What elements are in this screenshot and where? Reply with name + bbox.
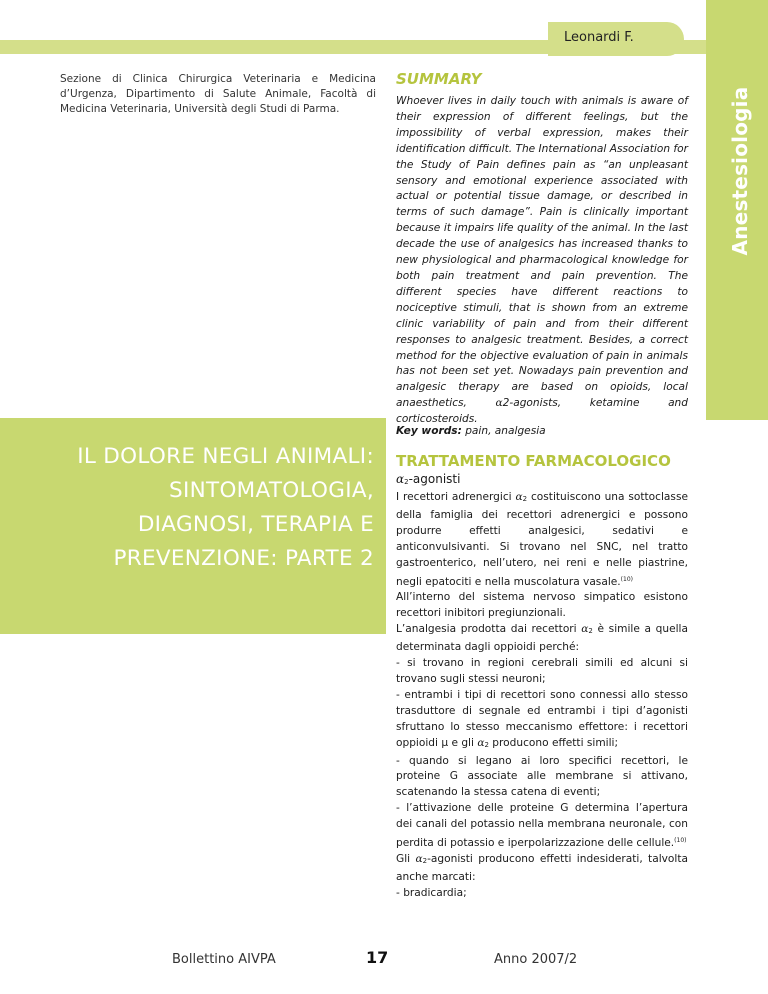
- keywords: Key words: pain, analgesia: [396, 425, 546, 437]
- section-heading: TRATTAMENTO FARMACOLOGICO: [396, 452, 671, 470]
- list-item: - entrambi i tipi di recettori sono connessi allo stesso trasduttore di segnale ed entrambi i tipi d’agonisti sfruttano lo stesso meccanismo effettore: i recettori oppioidi μ e gli $\alpha_2$ producono effetti simili;: [396, 688, 688, 749]
- section-label: [722, 86, 758, 256]
- list-item: - si trovano in regioni cerebrali simili ed alcuni si trovano sugli stessi neuroni;: [396, 657, 688, 685]
- title-block: [0, 418, 386, 634]
- title-line-1: IL DOLORE NEGLI ANIMALI:: [77, 444, 374, 469]
- paragraph: L’analgesia prodotta dai recettori $\alpha_2$ è simile a quella determinata dagli oppioidi perché:: [396, 623, 688, 654]
- subheading: $\alpha_2$-agonisti: [396, 472, 461, 486]
- list-item: - quando si legano ai loro specifici recettori, le proteine G associate alle membrane si attivano, scatenando la stessa catena di eventi;: [396, 754, 688, 799]
- list-item: - l’attivazione delle proteine G determina l’apertura dei canali del potassio nella membrana neuronale, con perdita di potassio e iperpolarizzazione delle cellule.$^{(10)}$: [396, 802, 688, 850]
- title-line-4: PREVENZIONE: PARTE 2: [113, 546, 374, 571]
- article-title: [77, 440, 374, 576]
- list-item: - bradicardia;: [396, 886, 467, 899]
- author-name: Leonardi F.: [564, 30, 634, 45]
- paragraph: I recettori adrenergici $\alpha_2$ costituiscono una sottoclasse della famiglia dei recettori adrenergici e possono produrre effetti analgesici, sedativi e anticonvulsivanti. Si trovano nel SNC, nel tratto gastroenterico, nell’utero, nei reni e nelle piastrine, negli epatociti e nella muscolatura vasale.$^{(10)}$: [396, 491, 688, 588]
- body-text: [396, 490, 688, 902]
- paragraph: Gli $\alpha_2$-agonisti producono effetti indesiderati, talvolta anche marcati:: [396, 852, 688, 883]
- paragraph: All’interno del sistema nervoso simpatico esistono recettori inibitori pregiunzionali.: [396, 591, 688, 620]
- footer-issue: Anno 2007/2: [494, 952, 578, 967]
- section-label-text: Anestesiologia: [728, 86, 752, 256]
- page-number: 17: [366, 948, 389, 967]
- title-line-3: DIAGNOSI, TERAPIA E: [137, 512, 374, 537]
- summary-heading: SUMMARY: [396, 70, 482, 88]
- footer-journal: Bollettino AIVPA: [172, 952, 276, 967]
- title-line-2: SINTOMATOLOGIA,: [169, 478, 374, 503]
- keywords-label: Key words:: [396, 425, 462, 437]
- affiliation: Sezione di Clinica Chirurgica Veterinaria e Medicina d’Urgenza, Dipartimento di Salute Animale, Facoltà di Medicina Veterinaria, Università degli Studi di Parma.: [60, 73, 376, 115]
- summary-text: Whoever lives in daily touch with animals is aware of their expression of different feelings, but the impossibility of verbal expression, makes their identification difficult. The International Association for the Study of Pain defines pain as “an unpleasant sensory and emotional experience associated with actual or potential tissue damage, or described in terms of such damage”. Pain is clinically important because it impairs life quality of the animal. In the last decade the use of analgesics has increased thanks to new physiological and pharmacological knowledge for both pain treatment and pain prevention. The different species have different reactions to nociceptive stimuli, that is shown from an extreme clinic variability of pain and from their different responses to analgesic treatment. Besides, a correct method for the objective evaluation of pain in animals has not been set yet. Nowadays pain prevention and analgesic therapy are based on opioids, local anaesthetics, α2-agonists, ketamine and corticosteroids.: [396, 95, 688, 426]
